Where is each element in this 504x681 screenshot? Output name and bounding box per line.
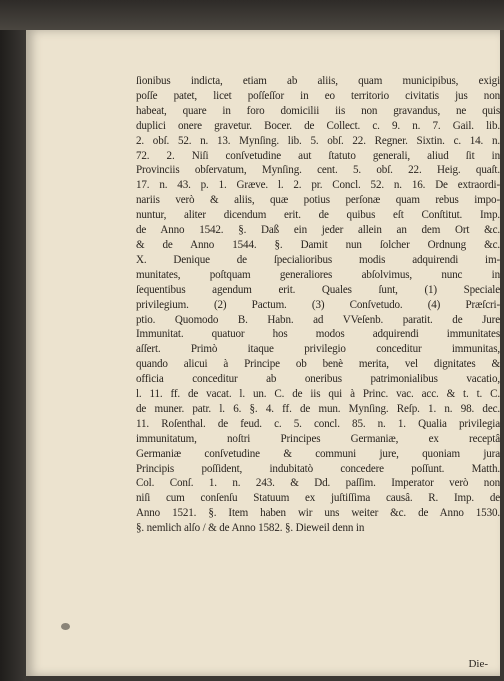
text-line: Provinciis obſervatum, Mynſing. cent. 5. obſ. 22. Heig. quaſt.	[136, 164, 500, 177]
text-line: l. 11. ff. de vacat. l. un. C. de iis qui à Princ. vac. acc. & t. t. C.	[136, 388, 500, 401]
text-line: ſionibus indicta, etiam ab aliis, quam municipibus, exigi	[136, 75, 500, 87]
text-line: officia conceditur ab oneribus patrimonialibus vacatio,	[136, 373, 500, 386]
text-line: ptio. Quomodo B. Habn. ad VVeſenb. paratit. de Jure	[136, 313, 500, 326]
book-spine	[0, 30, 26, 681]
text-line: & de Anno 1544. §. Damit nun ſolcher Ordnung &c.	[136, 238, 500, 251]
text-line: Immunitat. quatuor hos modos adquirendi immunitates	[136, 328, 500, 341]
page-top-edge	[0, 0, 504, 30]
book-page	[26, 30, 500, 676]
text-line: Germaniæ conſvetudine & communi jure, quoniam jura	[136, 447, 500, 460]
text-line: Principis poſſident, indubitatò concedere poſſunt. Matth.	[136, 462, 500, 475]
text-line: de Anno 1542. §. Daß ein jeder allein an dem Ort &c.	[136, 224, 500, 237]
text-line: 11. Roſenthal. de feud. c. 5. concl. 85. n. 1. Qualia privilegia	[136, 417, 500, 430]
text-line: §. nemlich alſo / & de Anno 1582. §. Dieweil denn in	[136, 522, 365, 535]
text-line: Anno 1521. §. Item haben wir uns weiter &c. de Anno 1530.	[136, 507, 500, 520]
text-line: poſſe patet, licet poſſeſſor in eo territorio civitatis jus non	[136, 89, 500, 102]
text-line: nuntur, aliter dicendum erit. de quibus eſt Conſtitut. Imp.	[136, 209, 500, 222]
text-line: privilegium. (2) Pactum. (3) Conſvetudo. (4) Præſcri-	[136, 298, 500, 311]
text-line: Col. Conſ. 1. n. 243. & Dd. paſſim. Imperator verò non	[136, 477, 500, 490]
margin-ink-spot	[61, 623, 70, 630]
text-line: duplici onere gravetur. Bocer. de Collect. c. 9. n. 7. Gail. lib.	[136, 119, 500, 132]
text-line: X. Denique de ſpecialioribus modis adquirendi im-	[136, 253, 500, 266]
text-line: quando alicui à Principe ob benè merita, vel dignitates &	[136, 358, 500, 371]
text-line: ſequentibus agendum erit. Quales ſunt, (1) Speciale	[136, 283, 500, 296]
text-line: immunitatum, noſtri Principes Germaniæ, ex receptâ	[136, 432, 500, 445]
text-line: 2. obſ. 52. n. 13. Mynſing. lib. 5. obſ. 22. Regner. Sixtin. c. 14. n.	[136, 134, 500, 147]
text-line: nariis verò & aliis, quæ potius perſonæ quam rebus impo-	[136, 194, 500, 207]
text-line: munitates, poſtquam generaliores abſolvimus, nunc in	[136, 268, 500, 281]
text-line: 72. 2. Niſi conſvetudine aut ſtatuto generali, aliud ſit in	[136, 149, 500, 162]
text-line: aſſert. Primò itaque privilegio conceditur immunitas,	[136, 343, 500, 356]
text-line: de muner. patr. l. 6. §. 4. ff. de mun. Mynſing. Reſp. 1. n. 98. dec.	[136, 402, 500, 415]
page-text	[136, 74, 500, 536]
text-line: habeat, quare in foro domicilii iis non gravandus, ne quis	[136, 104, 500, 117]
text-line: 17. n. 43. p. 1. Græve. l. 2. pr. Concl. 52. n. 16. De extraordi-	[136, 179, 500, 192]
catchword: Die-	[468, 658, 488, 670]
text-line: niſi cum conſenſu Statuum ex juſtiſſima causâ. R. Imp. de	[136, 492, 500, 505]
